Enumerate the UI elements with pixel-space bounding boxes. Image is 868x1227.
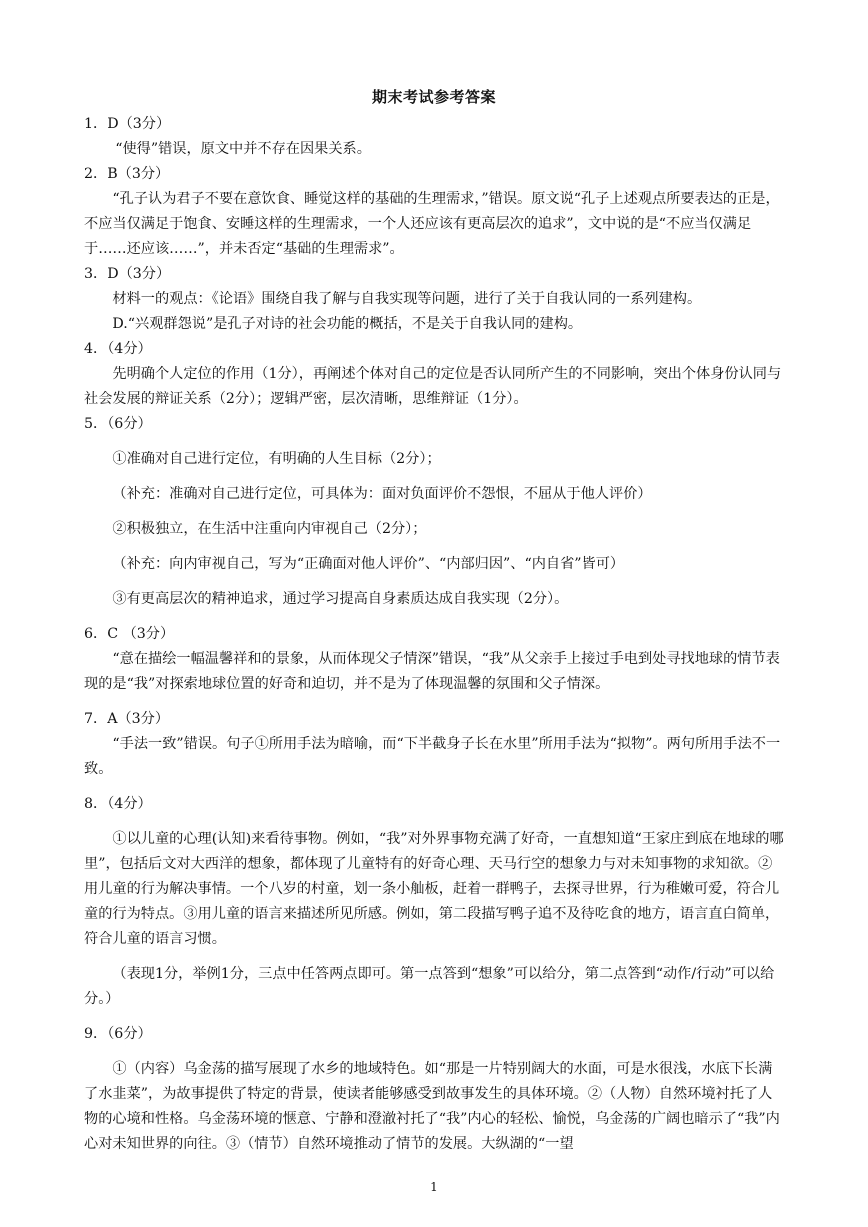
page-title: 期末考试参考答案 [371, 88, 496, 106]
q8-note: （表现1分，举例1分，三点中任答两点即可。第一点答到“想象”可以给分，第二点答到“动作/行动”可以给分。） [84, 966, 775, 1007]
q3-head: 3．D（3分） [84, 266, 171, 282]
q5-head: 5．（6分） [84, 416, 152, 432]
answer-content [84, 112, 786, 1157]
q5-line: ①准确对自己进行定位，有明确的人生目标（2分）； [112, 451, 441, 467]
page-number: 1 [430, 1180, 438, 1194]
q9-head: 9．（6分） [84, 1026, 152, 1042]
q2-head: 2．B（3分） [84, 166, 170, 182]
q5-line: （补充：准确对自己进行定位，可具体为：面对负面评价不怨恨，不屈从于他人评价） [112, 486, 652, 502]
q1-head: 1．D（3分） [84, 116, 171, 132]
q8-para: ①以儿童的心理(认知)来看待事物。例如，“我”对外界事物充满了好奇，一直想知道“王家庄到底在地球的哪里”，包括后文对大西洋的想象，都体现了儿童特有的好奇心理、天马行空的想象力与对未知事物的求知欲。②用儿童的行为解决事情。一个八岁的村童，划一条小舢板，赶着一群鸭子，去探寻世界，行为稚嫩可爱，符合儿童的行为特点。③用儿童的语言来描述所见所感。例如，第二段描写鸭子追不及待吃食的地方，语言直白简单，符合儿童的语言习惯。 [84, 831, 784, 947]
q3-line: 材料一的观点：《论语》围绕自我了解与自我实现等问题，进行了关于自我认同的一系列建构。 [112, 291, 702, 307]
q9-para: ①（内容）乌金荡的描写展现了水乡的地域特色。如“那是一片特别阔大的水面，可是水很浅，水底下长满了水韭菜”，为故事提供了特定的背景，使读者能够感受到故事发生的具体环境。②（人物）自然环境衬托了人物的心境和性格。乌金荡环境的惬意、宁静和澄澈衬托了“我”内心的轻松、愉悦，乌金荡的广阔也暗示了“我”内心对未知世界的向往。③（情节）自然环境推动了情节的发展。大纵湖的“一望 [84, 1061, 780, 1152]
q3-line: D.“兴观群怨说”是孔子对诗的社会功能的概括，不是关于自我认同的建构。 [112, 316, 583, 332]
q7-para: “手法一致”错误。句子①所用手法为暗喻，而“下半截身子长在水里”所用手法为“拟物”。两句所用手法不一致。 [84, 736, 781, 777]
q1-line: “使得”错误，原文中并不存在因果关系。 [115, 141, 371, 157]
q8-head: 8．（4分） [84, 796, 152, 812]
q6-head: 6．C （3分） [84, 626, 175, 642]
q2-para: “孔子认为君子不要在意饮食、睡觉这样的基础的生理需求，”错误。原文说“孔子上述观点所要表达的正是，不应当仅满足于饱食、安睡这样的生理需求，一个人还应该有更高层次的追求”，文中说的是“不应当仅满足于……还应该……”，并未否定“基础的生理需求”。 [84, 191, 780, 257]
q5-line: （补充：向内审视自己，写为“正确面对他人评价”、“内部归因”、“内自省”皆可） [112, 556, 625, 572]
q6-para: “意在描绘一幅温馨祥和的景象，从而体现父子情深”错误，“我”从父亲手上接过手电到处寻找地球的情节表现的是“我”对探索地球位置的好奇和迫切，并不是为了体现温馨的氛围和父子情深。 [84, 651, 780, 692]
q7-head: 7．A（3分） [84, 711, 170, 727]
q5-line: ②积极独立，在生活中注重向内审视自己（2分）； [112, 521, 427, 537]
q5-line: ③有更高层次的精神追求，通过学习提高自身素质达成自我实现（2分）。 [112, 591, 569, 607]
q4-head: 4．（4分） [84, 341, 152, 357]
q4-para: 先明确个人定位的作用（1分），再阐述个体对自己的定位是否认同所产生的不同影响，突出个体身份认同与社会发展的辩证关系（2分）；逻辑严密，层次清晰，思维辩证（1分）。 [84, 366, 782, 407]
